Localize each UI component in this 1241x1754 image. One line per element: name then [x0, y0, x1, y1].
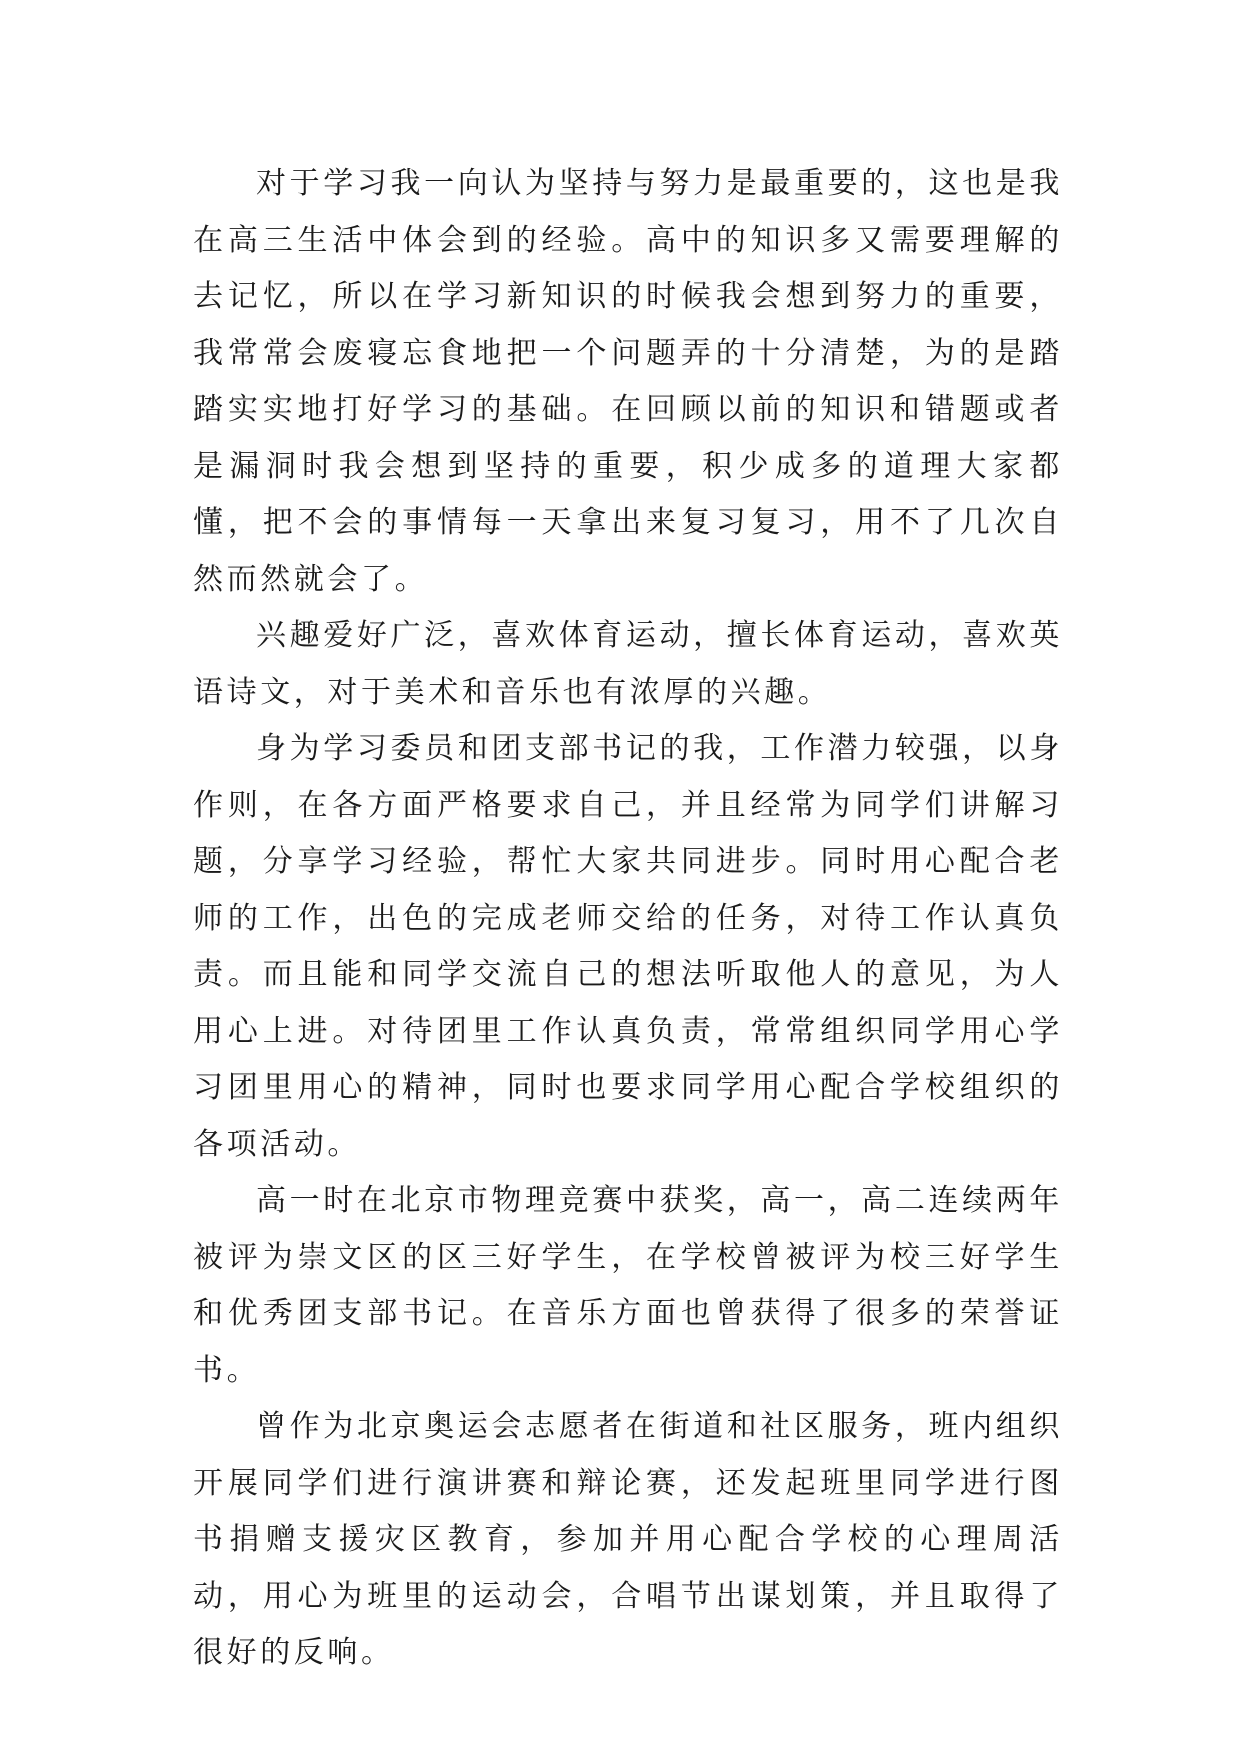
- paragraph-study: 对于学习我一向认为坚持与努力是最重要的，这也是我在高三生活中体会到的经验。高中的知识多又需要理解的去记忆，所以在学习新知识的时候我会想到努力的重要，我常常会废寝忘食地把一个问题弄的十分清楚，为的是踏踏实实地打好学习的基础。在回顾以前的知识和错题或者是漏洞时我会想到坚持的重要，积少成多的道理大家都懂，把不会的事情每一天拿出来复习复习，用不了几次自然而然就会了。: [193, 166, 1063, 597]
- paragraph-hobbies: 兴趣爱好广泛，喜欢体育运动，擅长体育运动，喜欢英语诗文，对于美术和音乐也有浓厚的兴趣。: [193, 618, 1063, 710]
- paragraph-duties: 身为学习委员和团支部书记的我，工作潜力较强，以身作则，在各方面严格要求自己，并且经常为同学们讲解习题，分享学习经验，帮忙大家共同进步。同时用心配合老师的工作，出色的完成老师交给的任务，对待工作认真负责。而且能和同学交流自己的想法听取他人的意见，为人用心上进。对待团里工作认真负责，常常组织同学用心学习团里用心的精神，同时也要求同学用心配合学校组织的各项活动。: [193, 731, 1063, 1162]
- document-body: [193, 156, 1063, 1682]
- paragraph-awards: 高一时在北京市物理竞赛中获奖，高一，高二连续两年被评为崇文区的区三好学生，在学校曾被评为校三好学生和优秀团支部书记。在音乐方面也曾获得了很多的荣誉证书。: [193, 1183, 1063, 1388]
- paragraph-activities: 曾作为北京奥运会志愿者在街道和社区服务，班内组织开展同学们进行演讲赛和辩论赛，还发起班里同学进行图书捐赠支援灾区教育，参加并用心配合学校的心理周活动，用心为班里的运动会，合唱节出谋划策，并且取得了很好的反响。: [193, 1409, 1063, 1670]
